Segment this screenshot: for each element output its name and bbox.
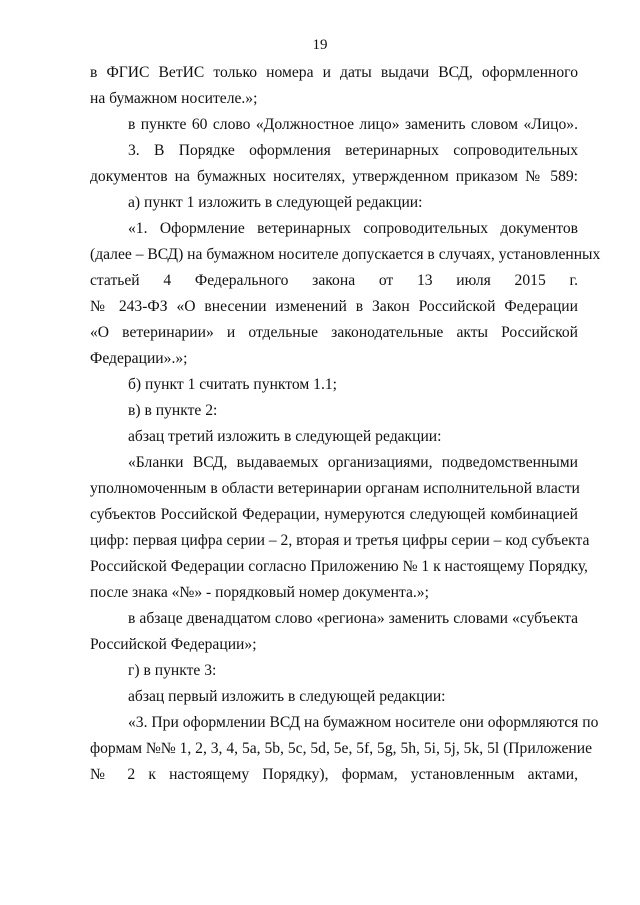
text-line: «3. При оформлении ВСД на бумажном носителе они оформляются по [128,714,599,731]
text-line: г) в пункте 3: [128,662,217,679]
document-body [90,60,601,788]
text-line: субъектов Российской Федерации, нумеруются следующей комбинацией [90,506,578,523]
text-line: (далее – ВСД) на бумажном носителе допускается в случаях, установленных [90,246,601,263]
text-line: абзац первый изложить в следующей редакции: [128,688,446,705]
text-line: б) пункт 1 считать пунктом 1.1; [128,376,337,393]
text-line: № 2 к настоящему Порядку), формам, установленным актами, [90,766,578,783]
text-line: 3. В Порядке оформления ветеринарных сопроводительных [128,142,578,159]
text-line: № 243-ФЗ «О внесении изменений в Закон Российской Федерации [90,298,578,315]
text-line: Российской Федерации»; [90,636,257,653]
text-line: а) пункт 1 изложить в следующей редакции: [128,194,423,211]
text-line: «Бланки ВСД, выдаваемых организациями, подведомственными [128,454,578,471]
text-line: Федерации».»; [90,350,188,367]
text-line: в пункте 60 слово «Должностное лицо» заменить словом «Лицо». [128,116,578,133]
text-line: на бумажном носителе.»; [90,90,258,107]
text-line: «О ветеринарии» и отдельные законодательные акты Российской [90,324,578,341]
text-line: документов на бумажных носителях, утвержденном приказом № 589: [90,168,578,185]
text-line: статьей 4 Федерального закона от 13 июля 2015 г. [90,272,578,289]
page-number: 19 [312,37,328,53]
text-line: формам №№ 1, 2, 3, 4, 5a, 5b, 5c, 5d, 5e, 5f, 5g, 5h, 5i, 5j, 5k, 5l (Приложение [90,740,592,757]
text-line: «1. Оформление ветеринарных сопроводительных документов [128,220,578,237]
text-line: цифр: первая цифра серии – 2, вторая и третья цифры серии – код субъекта [90,532,590,549]
text-line: уполномоченным в области ветеринарии органам исполнительной власти [90,480,580,497]
text-line: в абзаце двенадцатом слово «региона» заменить словами «субъекта [128,610,578,627]
text-line: в) в пункте 2: [128,402,218,419]
text-line: Российской Федерации согласно Приложению № 1 к настоящему Порядку, [90,558,588,575]
text-line: абзац третий изложить в следующей редакции: [128,428,442,445]
text-line: в ФГИС ВетИС только номера и даты выдачи ВСД, оформленного [90,64,578,81]
text-line: после знака «№» - порядковый номер документа.»; [90,584,429,601]
